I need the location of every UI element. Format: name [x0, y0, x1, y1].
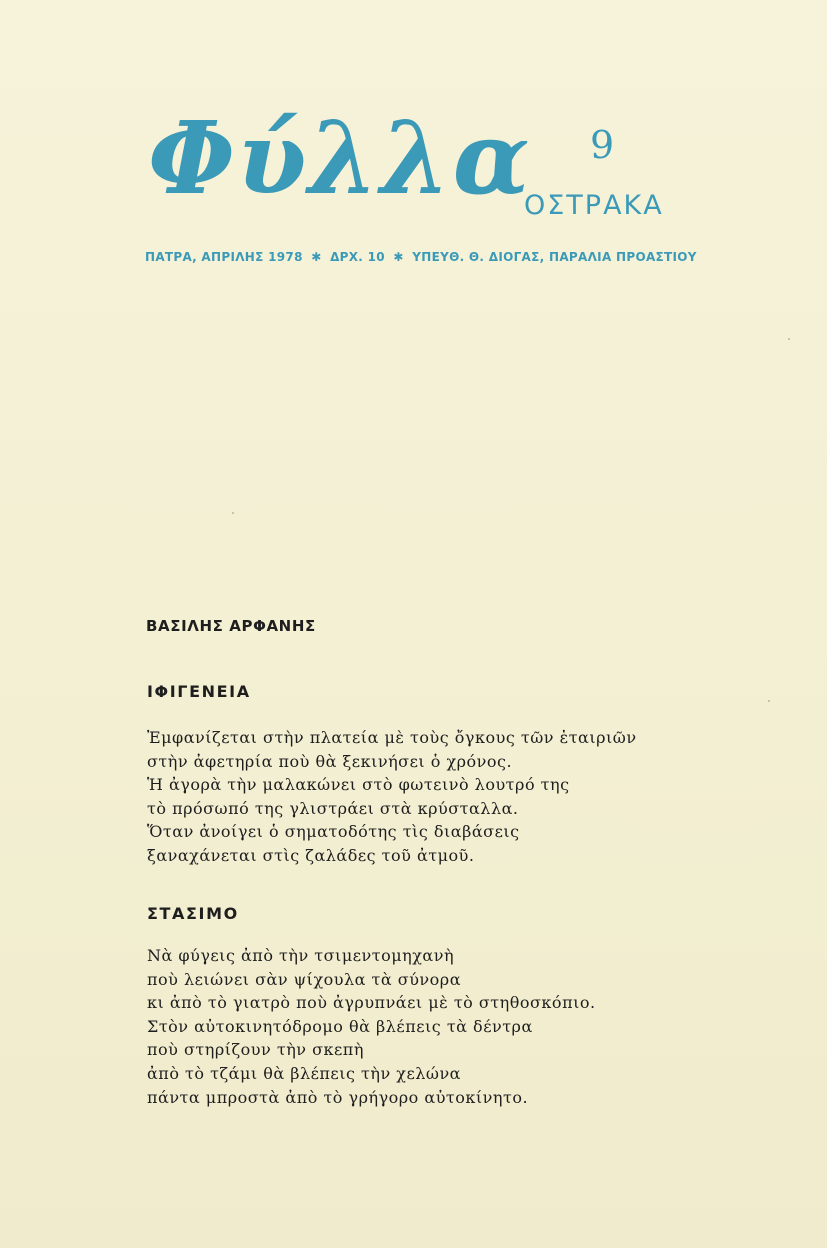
paper-speck: [788, 338, 790, 340]
paper-speck: [768, 700, 770, 702]
imprint-price: ΔΡΧ. 10: [330, 250, 385, 264]
imprint-line: [145, 250, 697, 264]
poem-line: στὴν ἀφετηρία ποὺ θὰ ξεκινήσει ὁ χρόνος.: [147, 751, 513, 771]
poem-body: [147, 944, 596, 1109]
imprint-editor: ΥΠΕΥΘ. Θ. ΔΙΟΓΑΣ, ΠΑΡΑΛΙΑ ΠΡΟΑΣΤΙΟΥ: [412, 250, 697, 264]
imprint-place-date: ΠΑΤΡΑ, ΑΠΡΙΛΗΣ 1978: [145, 250, 303, 264]
poem-line: Νὰ φύγεις ἀπὸ τὴν τσιμεντομηχανὴ: [147, 946, 455, 965]
poem-line: πάντα μπροστὰ ἀπὸ τὸ γρήγορο αὐτοκίνητο.: [147, 1087, 529, 1107]
issue-subtitle: ΟΣΤΡΑΚΑ: [524, 190, 664, 221]
poem-title: ΣΤΑΣΙΜΟ: [147, 904, 239, 923]
poem-line: ποὺ στηρίζουν τὴν σκεπὴ: [147, 1040, 364, 1060]
poem-title: ΙΦΙΓΕΝΕΙΑ: [147, 682, 251, 701]
poem-line: ξαναχάνεται στὶς ζαλάδες τοῦ ἀτμοῦ.: [147, 845, 475, 865]
poem-line: τὸ πρόσωπό της γλιστράει στὰ κρύσταλλα.: [147, 798, 519, 818]
author-name: ΒΑΣΙΛΗΣ ΑΡΦΑΝΗΣ: [146, 617, 316, 635]
poem-body: [147, 726, 637, 868]
star-separator-icon: ✱: [393, 250, 404, 264]
poem-line: Ὅταν ἀνοίγει ὁ σηματοδότης τὶς διαβάσεις: [147, 822, 520, 842]
issue-number: 9: [590, 123, 615, 167]
poem-line: ποὺ λειώνει σὰν ψίχουλα τὰ σύνορα: [147, 969, 461, 989]
poem-line: ἀπὸ τὸ τζάμι θὰ βλέπεις τὴν χελώνα: [147, 1063, 461, 1083]
paper-speck: [232, 512, 234, 514]
poem-line: Στὸν αὐτοκινητόδρομο θὰ βλέπεις τὰ δέντρα: [147, 1016, 533, 1036]
star-separator-icon: ✱: [311, 250, 322, 264]
poem-line: κι ἀπὸ τὸ γιατρὸ ποὺ ἀγρυπνάει μὲ τὸ στηθοσκόπιο.: [147, 993, 596, 1013]
poem-line: Ἐμφανίζεται στὴν πλατεία μὲ τοὺς ὄγκους τῶν ἑταιριῶν: [147, 728, 637, 747]
poem-line: Ἡ ἀγορὰ τὴν μαλακώνει στὸ φωτεινὸ λουτρό της: [147, 775, 570, 795]
masthead-title: Φύλλα: [148, 99, 532, 217]
